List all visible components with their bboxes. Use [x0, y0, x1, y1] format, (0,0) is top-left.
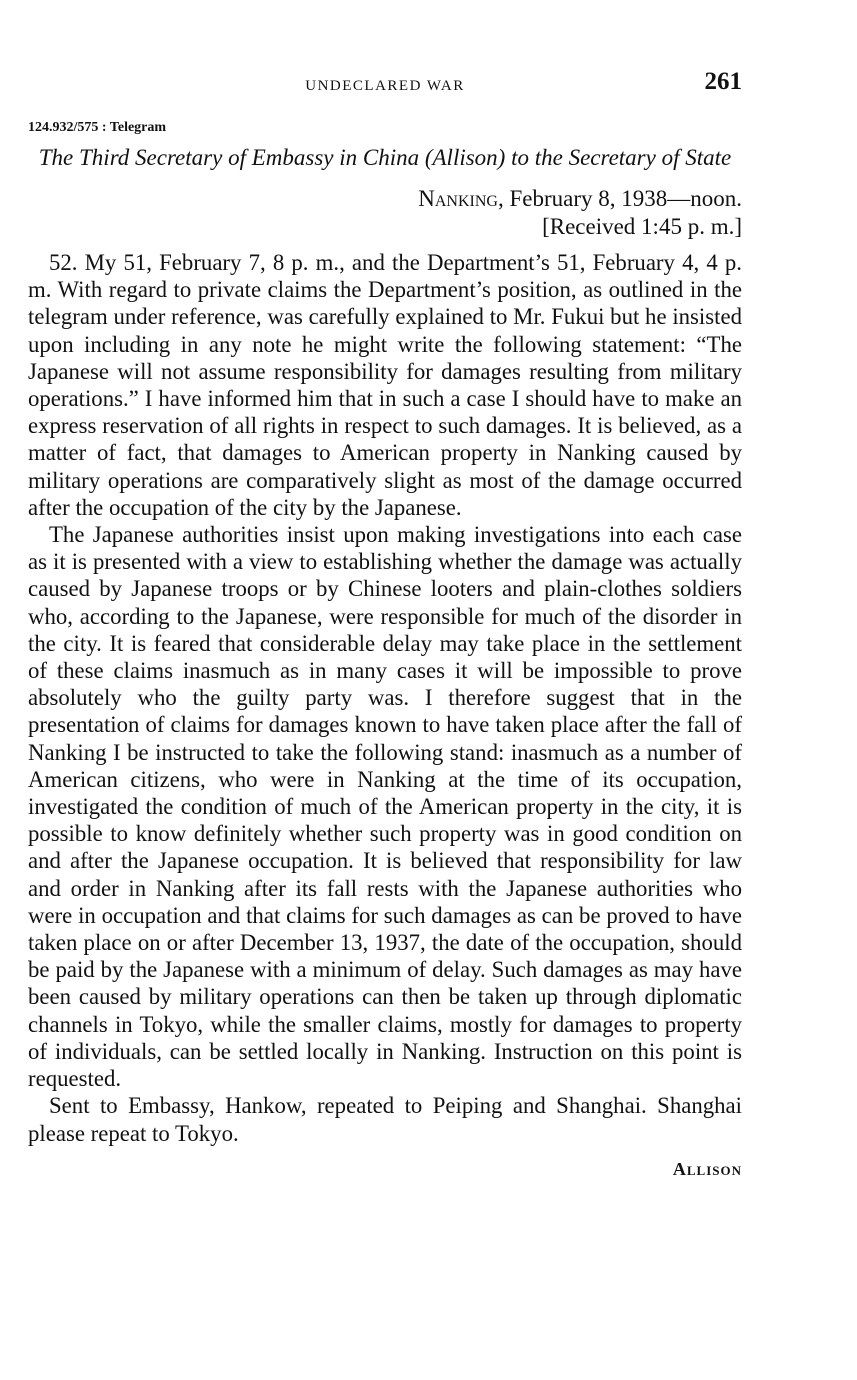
- document-heading: The Third Secretary of Embassy in China (Allison) to the Secretary of State: [38, 145, 732, 170]
- dateline-date: , February 8, 1938—noon.: [497, 186, 742, 211]
- signature: Allison: [672, 1158, 742, 1179]
- dateline: [28, 185, 742, 241]
- dateline-place: Nanking: [418, 186, 498, 211]
- file-number: 124.932/575 : Telegram: [28, 120, 167, 135]
- body-paragraph: The Japanese authorities insist upon making investigations into each case as it is presented with a view to establishing whether the damage was actually caused by Japanese troops or by Chinese looters and plain-clothes soldiers who, according to the Japanese, were responsible for much of the disorder in the city. It is feared that considerable delay may take place in the settlement of these claims inasmuch as in many cases it will be impossible to prove absolutely who the guilty party was. I therefore suggest that in the presentation of claims for damages known to have taken place after the fall of Nanking I be instructed to take the following stand: inasmuch as a number of American citizens, who were in Nanking at the time of its occupation, investigated the condition of much of the American property in the city, it is possible to know definitely whether such property was in good condition on and after the Japanese occupation. It is believed that responsibility for law and order in Nanking after its fall rests with the Japanese authorities who were in occupation and that claims for such damages as can be proved to have taken place on or after December 13, 1937, the date of the occupation, should be paid by the Japanese with a minimum of delay. Such damages as may have been caused by military operations can then be taken up through diplomatic channels in Tokyo, while the smaller claims, mostly for damages to property of individuals, can be settled locally in Nanking. Instruction on this point is requested.: [28, 522, 742, 1092]
- telegram-body: [28, 249, 742, 1147]
- running-title: UNDECLARED WAR: [305, 78, 465, 94]
- running-head: [28, 66, 742, 96]
- body-paragraph: Sent to Embassy, Hankow, repeated to Peiping and Shanghai. Shanghai please repeat to Tokyo.: [28, 1093, 742, 1146]
- received-note: [Received 1:45 p. m.]: [542, 214, 742, 239]
- document-page: [28, 66, 742, 1180]
- page-number: 261: [704, 68, 742, 95]
- body-paragraph: 52. My 51, February 7, 8 p. m., and the Department’s 51, February 4, 4 p. m. With regard to private claims the Department’s position, as outlined in the telegram under reference, was carefully explained to Mr. Fukui but he insisted upon including in any note he might write the following statement: “The Japanese will not assume responsibility for damages resulting from military operations.” I have informed him that in such a case I should have to make an express reservation of all rights in respect to such damages. It is believed, as a matter of fact, that damages to American property in Nanking caused by military operations are comparatively slight as most of the damage occurred after the occupation of the city by the Japanese.: [28, 250, 742, 520]
- dateline-place-date: [28, 185, 742, 213]
